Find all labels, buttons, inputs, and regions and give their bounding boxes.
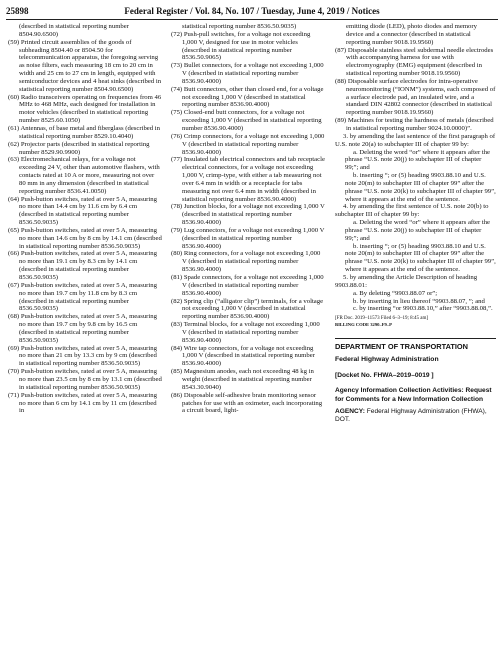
- list-item: (73) Bullet connectors, for a voltage not exceeding 1,000 V (described in statistical reporting number 8536.90.4000): [171, 62, 324, 85]
- list-item: (65) Push-button switches, rated at over 5 A, measuring no more than 14.6 cm by 8 cm by 14.1 cm (described in statistical reporting number 8536.50.9035): [8, 226, 162, 250]
- list-item: (71) Push-button switches, rated at over 5 A, measuring no more than 6 cm by 14.1 cm by 11 cm (described in: [8, 391, 157, 415]
- list-item: (69) Push-button switches, rated at over 5 A, measuring no more than 21 cm by 13.3 cm by 9 cm (described in statistical reporting number 8536.50.9035): [8, 344, 157, 368]
- column-3-body: [335, 23, 496, 313]
- list-item: (88) Disposable surface electrodes for intra-operative neuromonitoring (“IONM”) systems, each composed of a surface electrode pad, an insulated wire, and a standard DIN 42802 connector (described in statistical reporting number 9018.19.9560): [335, 77, 496, 117]
- column-2: [171, 23, 325, 653]
- paragraph: statistical reporting number 8536.50.9035): [182, 23, 297, 30]
- list-item: (80) Ring connectors, for a voltage not exceeding 1,000 V (described in statistical reporting number 8536.90.4000): [171, 250, 321, 274]
- agency-name: Federal Highway Administration: [335, 356, 439, 364]
- list-item: (66) Push-button switches, rated at over 5 A, measuring no more than 19.1 cm by 8.3 cm by 14.1 cm (described in statistical reporting number 8536.50.9035): [8, 250, 157, 281]
- paragraph: (described in statistical reporting number 8504.90.6500): [19, 23, 129, 38]
- list-item: (87) Disposable stainless steel subdermal needle electrodes with accompanying harness for use with electromyography (EMG) equipment (described in statistical reporting number 9018.19.9560): [335, 46, 494, 78]
- list-item: (79) Lug connectors, for a voltage not exceeding 1,000 V (described in statistical reporting number 8536.90.4000): [171, 226, 325, 250]
- list-item: (82) Spring clip (“alligator clip”) terminals, for a voltage not exceeding 1,000 V (described in statistical reporting number 8536.90.4000): [171, 297, 324, 321]
- list-item: (77) Insulated tab electrical connectors and tab receptacle electrical connectors, for a voltage not exceeding 1,000 V, crimp-type, with either a tab measuring not over 6.4 mm in width or a receptacle for tabs measuring not over 6.4 mm in width (described in statistical reporting number 8536.90.4000): [171, 156, 325, 203]
- list-item: (83) Terminal blocks, for a voltage not exceeding 1,000 V (described in statistical reporting number 8536.90.4000): [171, 321, 320, 344]
- agency-value: Federal Highway Administration (FHWA), DOT.: [335, 408, 487, 424]
- agency-label: AGENCY:: [335, 408, 365, 416]
- list-item: (62) Projector parts (described in statistical reporting number 8529.90.9900): [8, 140, 150, 156]
- list-item: (78) Junction blocks, for a voltage not exceeding 1,000 V (described in statistical reporting number 8536.90.4000): [171, 203, 325, 227]
- fr-doc-line: [FR Doc. 2019–11573 Filed 6–3–19; 8:45 am]: [335, 316, 429, 322]
- list-item: (59) Printed circuit assemblies of the goods of subheading 8504.40 or 8504.50 for telecommunication apparatus, the foregoing serving as noise filters, each measuring 18 cm to 20 cm in width and 25 cm to 27 cm in length, equipped with semiconductor devices and 4 heat sinks (described in statistical reporting number 8504.90.6500): [8, 38, 162, 93]
- list-item: (74) Butt connectors, other than closed end, for a voltage not exceeding 1,000 V (described in statistical reporting number 8536.90.4000): [171, 85, 324, 109]
- header-rule: [6, 19, 498, 20]
- list-item: (63) Electromechanical relays, for a voltage not exceeding 24 V, other than automotive flashers, with contacts rated at 10 A or more, measuring not over 80 mm in any dimension (described in statistical reporting number 8536.41.0050): [8, 156, 160, 195]
- column-1: [8, 23, 162, 653]
- paragraph: a. Deleting the word “or” where it appears after the phrase “U.S. note 20(j) to subchapter III of chapter 99;”; and: [345, 148, 491, 172]
- list-item: (84) Wire tap connectors, for a voltage not exceeding 1,000 V (described in statistical reporting number 8536.90.4000): [171, 344, 315, 368]
- list-item: (86) Disposable self-adhesive brain monitoring sensor patches for use with an oximeter, each incorporating a circuit board, light-: [171, 391, 323, 415]
- paragraph: 5. by amending the Article Description of heading 9903.88.01:: [335, 274, 478, 289]
- list-item: (76) Crimp connectors, for a voltage not exceeding 1,000 V (described in statistical reporting number 8536.90.4000): [171, 132, 325, 156]
- paragraph: a. Deleting the word “or” where it appears after the phrase “U.S. note 20(j) to subchapter III of chapter 99;”; and: [345, 219, 491, 242]
- billing-code: BILLING CODE 3290–F9–P: [335, 322, 392, 328]
- paragraph: b. inserting “; or (5) heading 9903.88.10 and U.S. note 20(m) to subchapter III of chapter 99” after the phrase “U.S. note 20(k) to subchapter III of chapter 99”, where it appears at the end of the sentence.: [345, 242, 496, 274]
- list-item: (64) Push-button switches, rated at over 5 A, measuring no more than 14.4 cm by 11.6 cm by 6.4 cm (described in statistical reporting number 8536.50.9035): [8, 195, 157, 227]
- list-item: (70) Push-button switches, rated at over 5 A, measuring no more than 23.5 cm by 8 cm by 13.1 cm (described in statistical reporting number 8536.50.9035): [8, 368, 162, 391]
- list-item: (85) Magnesium anodes, each not exceeding 48 kg in weight (described in statistical reporting number 8543.30.9040): [171, 368, 314, 391]
- list-item: (68) Push-button switches, rated at over 5 A, measuring no more than 19.7 cm by 9.8 cm by 16.5 cm (described in statistical reporting number 8536.50.9035): [8, 313, 157, 344]
- paragraph: 4. by amending the first sentence of U.S. note 20(b) to subchapter III of chapter 99 by:: [335, 203, 489, 219]
- publication-title: Federal Register / Vol. 84, No. 107 / Tuesday, June 4, 2019 / Notices: [124, 6, 380, 16]
- page-number: 25898: [6, 6, 29, 16]
- agency-line: [335, 408, 496, 424]
- list-item: (60) Radio transceivers operating on frequencies from 46 MHz to 468 MHz, each designed for installation in motor vehicles (described in statistical reporting number 8525.60.1050): [8, 93, 162, 125]
- paragraph: b. inserting “; or (5) heading 9903.88.10 and U.S. note 20(m) to subchapter III of chapter 99” after the phrase “U.S. note 20(k) to subchapter III of chapter 99”, where it appears at the end of the sentence.: [345, 172, 496, 203]
- page-header: [6, 4, 498, 18]
- paragraph: b. by inserting in lieu thereof “9903.88.07, ”; and: [353, 297, 485, 305]
- paragraph: c. by inserting “or 9903.88.10,” after “9903.88.08,”.: [353, 305, 493, 313]
- list-item: (81) Spade connectors, for a voltage not exceeding 1,000 V (described in statistical reporting number 8536.90.4000): [171, 274, 324, 297]
- paragraph: emitting diode (LED), photo diodes and memory device and a connector (described in statistical reporting number 9018.19.9560): [346, 23, 477, 46]
- list-item: (72) Push-pull switches, for a voltage not exceeding 1,000 V, designed for use in motor vehicles (described in statistical reporting number 8536.50.9065): [171, 30, 311, 62]
- paragraph: 3. by amending the last sentence of the first paragraph of U.S. note 20(a) to subchapter III of chapter 99 by:: [335, 132, 496, 148]
- list-item: (67) Push-button switches, rated at over 5 A, measuring no more than 19.7 cm by 11.8 cm by 8.3 cm (described in statistical reporting number 8536.50.9035): [8, 281, 157, 313]
- paragraph: a. By deleting “9903.88.07 or”;: [353, 289, 438, 297]
- action-title: Agency Information Collection Activities: Request for Comments for a New Information Collection: [335, 387, 492, 403]
- column-3: [335, 23, 496, 653]
- docket-number: [Docket No. FHWA–2019–0019 ]: [335, 372, 434, 380]
- list-item: (89) Machines for testing the hardness of metals (described in statistical reporting number 9024.10.0000)”.: [335, 117, 494, 132]
- department-heading: DEPARTMENT OF TRANSPORTATION: [335, 342, 469, 352]
- list-item: (75) Closed-end butt connectors, for a voltage not exceeding 1,000 V (described in statistical reporting number 8536.90.4000): [171, 109, 322, 132]
- notice-section: [335, 338, 496, 424]
- list-item: (61) Antennas, of base metal and fiberglass (described in statistical reporting number 8529.10.4040): [8, 124, 160, 140]
